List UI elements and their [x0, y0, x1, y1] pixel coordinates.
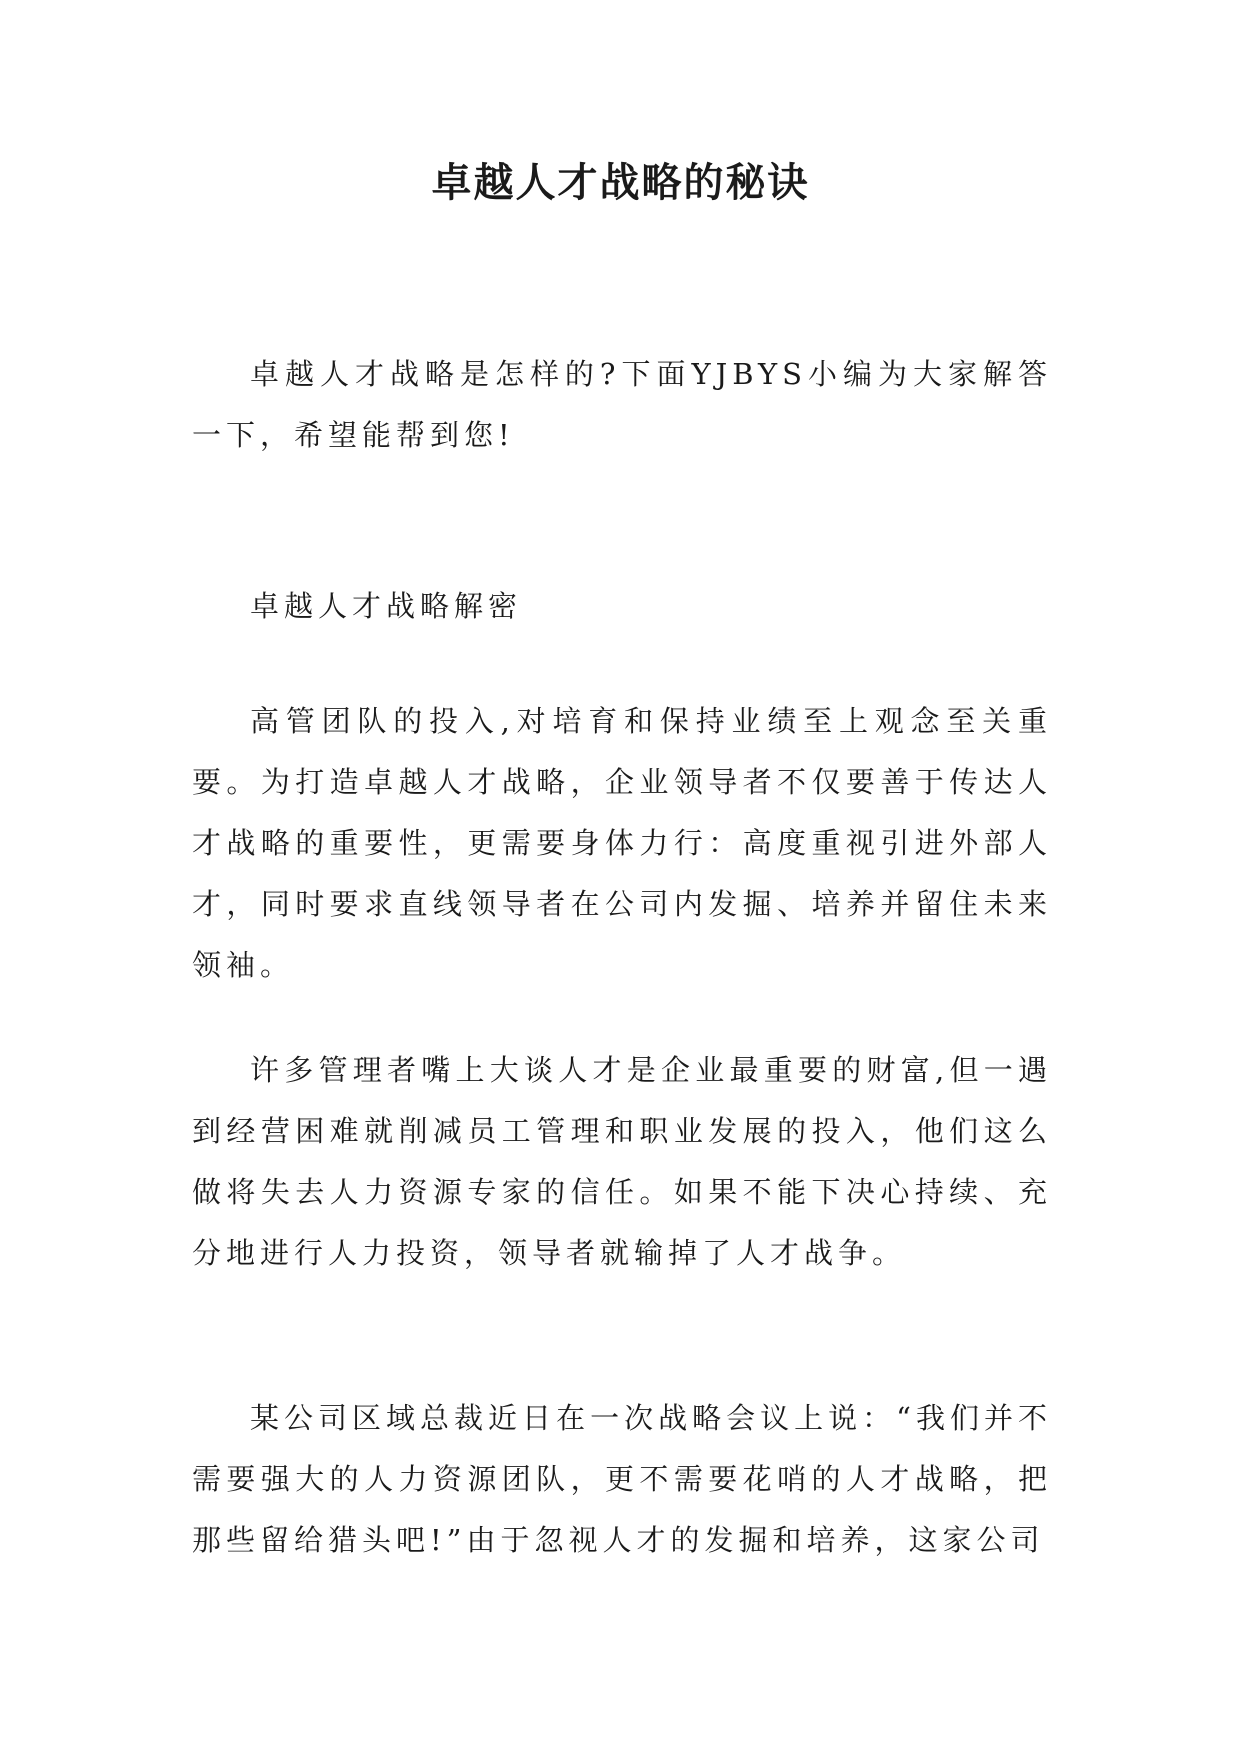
body-paragraph: 某公司区域总裁近日在一次战略会议上说：“我们并不需要强大的人力资源团队，更不需要花哨的人才战略，把那些留给猎头吧!”由于忽视人才的发掘和培养，这家公司	[192, 1401, 1052, 1557]
body-paragraph: 高管团队的投入,对培育和保持业绩至上观念至关重要。为打造卓越人才战略，企业领导者不仅要善于传达人才战略的重要性，更需要身体力行：高度重视引进外部人才，同时要求直线领导者在公司内发掘、培养并留住未来领袖。	[192, 704, 1052, 982]
intro-paragraph: 卓越人才战略是怎样的?下面YJBYS小编为大家解答一下，希望能帮到您!	[192, 357, 1052, 452]
section-heading: 卓越人才战略解密	[250, 589, 523, 623]
body-paragraph: 许多管理者嘴上大谈人才是企业最重要的财富,但一遇到经营困难就削减员工管理和职业发展的投入，他们这么做将失去人力资源专家的信任。如果不能下决心持续、充分地进行人力投资，领导者就输掉了人才战争。	[192, 1053, 1052, 1270]
document-title: 卓越人才战略的秘诀	[431, 159, 810, 206]
